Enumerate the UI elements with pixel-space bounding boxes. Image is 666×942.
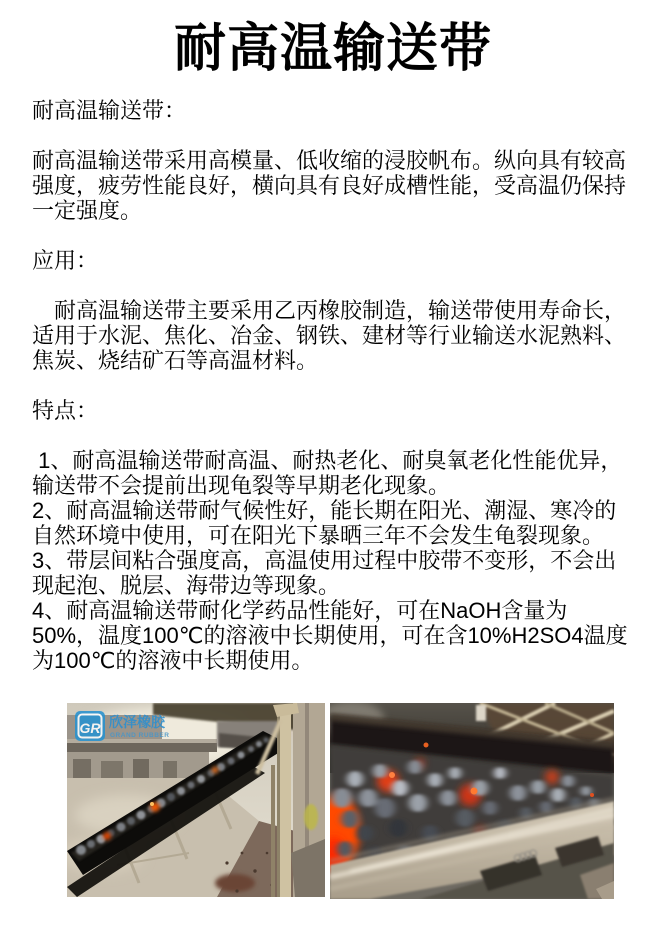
left-photo-illustration	[67, 703, 325, 897]
gr-monogram: GR	[79, 720, 101, 736]
watermark-company-en: GRAND RUBBER	[110, 732, 170, 739]
features-label: 特点：	[32, 398, 99, 423]
application-paragraph: 耐高温输送带主要采用乙丙橡胶制造，输送带使用寿命长，适用于水泥、焦化、冶金、钢铁、建材等行业输送水泥熟料、焦炭、烧结矿石等高温材料。	[32, 298, 627, 373]
yellow-sack	[304, 804, 318, 830]
gr-logo-icon	[75, 711, 105, 741]
watermark-logo	[75, 711, 169, 741]
watermark-company-cn: 欣泽橡胶	[109, 714, 165, 730]
intro-paragraph: 耐高温输送带采用高模量、低收缩的浸胶帆布。纵向具有较高强度，疲劳性能良好，横向具有良好成槽性能，受高温仍保持一定强度。	[32, 148, 627, 223]
photo-row	[67, 703, 666, 899]
application-label: 应用：	[32, 248, 99, 273]
intro-label: 耐高温输送带：	[32, 98, 187, 123]
product-page	[0, 12, 666, 942]
page-title: 耐高温输送带	[173, 20, 492, 78]
right-photo-illustration	[330, 703, 614, 899]
product-description	[0, 98, 662, 673]
left-photo	[67, 703, 325, 897]
dirt-patch	[215, 874, 255, 892]
feature-item: 3、带层间粘合强度高，高温使用过程中胶带不变形，不会出现起泡、脱层、海带边等现象。	[32, 548, 617, 598]
feature-item: 2、耐高温输送带耐气候性好，能长期在阳光、潮湿、寒冷的自然环境中使用，可在阳光下暴晒三年不会发生龟裂现象。	[32, 498, 617, 548]
feature-item: 4、耐高温输送带耐化学药品性能好，可在NaOH含量为50%，温度100℃的溶液中长期使用，可在含10%H2SO4温度为100℃的溶液中长期使用。	[32, 598, 628, 673]
features-list	[32, 448, 630, 673]
feature-item: 1、耐高温输送带耐高温、耐热老化、耐臭氧老化性能优异，输送带不会提前出现龟裂等早期老化现象。	[32, 448, 623, 498]
right-photo	[330, 703, 614, 899]
